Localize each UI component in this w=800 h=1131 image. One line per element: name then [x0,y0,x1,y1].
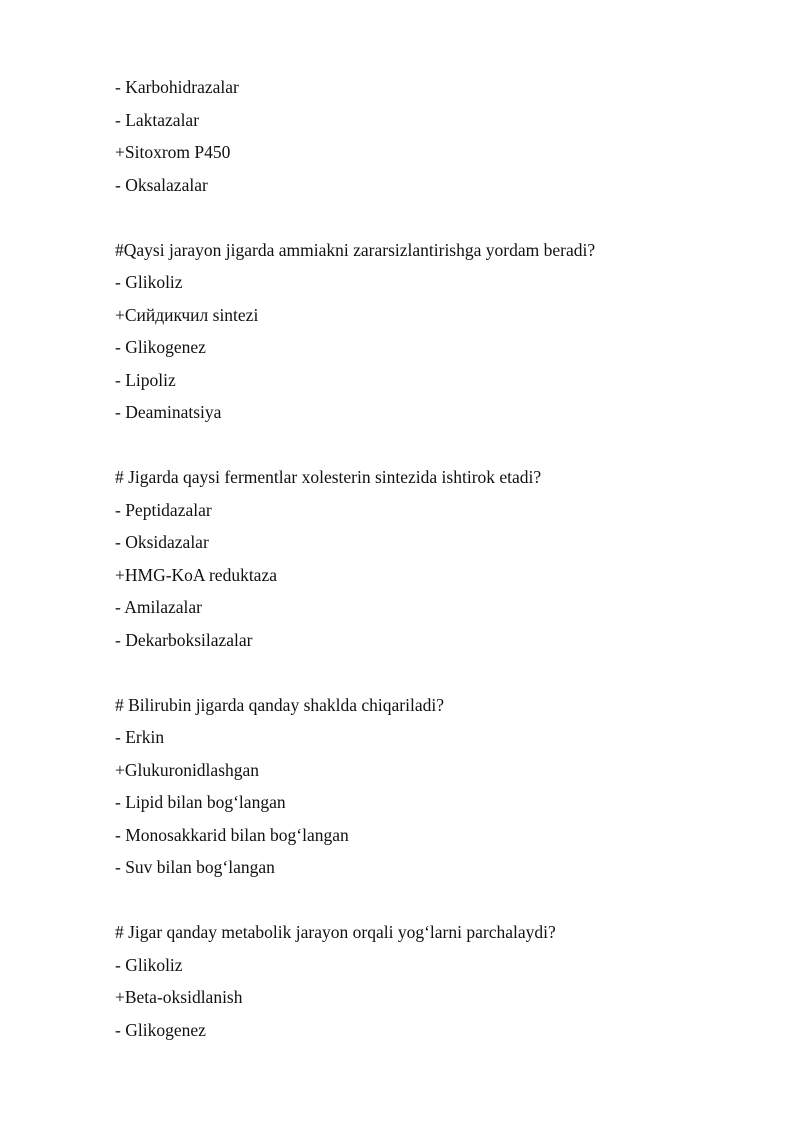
quiz-content [115,71,755,1046]
block-spacer [115,656,755,689]
block-spacer [115,429,755,462]
correct-answer-option: +Beta-oksidlanish [115,987,243,1007]
correct-answer-option: +Сийдикчил sintezi [115,304,259,325]
answer-option: - Dekarboksilazalar [115,629,253,650]
block-spacer [115,201,755,234]
answer-option: - Erkin [115,727,165,747]
question-text: # Jigarda qaysi fermentlar xolesterin sintezida ishtirok etadi? [115,467,542,487]
correct-answer-option: +Glukuronidlashgan [115,759,260,780]
answer-option: - Amilazalar [115,597,202,617]
answer-option: - Oksalazalar [115,174,208,195]
correct-answer-option: +Sitoxrom P450 [115,142,231,162]
question-text: # Jigar qanday metabolik jarayon orqali yog‘larni parchalaydi? [115,922,556,942]
answer-option: - Peptidazalar [115,499,212,520]
question-text: #Qaysi jarayon jigarda ammiakni zararsizlantirishga yordam beradi? [115,239,596,260]
answer-option: - Glikoliz [115,272,183,292]
correct-answer-option: +HMG-KoA reduktaza [115,564,277,585]
answer-option: - Laktazalar [115,109,200,130]
answer-option: - Lipoliz [115,369,176,390]
answer-option: - Glikogenez [115,337,206,357]
answer-option: - Monosakkarid bilan bog‘langan [115,824,349,845]
answer-option: - Oksidazalar [115,532,209,552]
answer-option: - Deaminatsiya [115,402,222,422]
answer-option: - Glikoliz [115,954,183,975]
answer-option: - Lipid bilan bog‘langan [115,792,286,812]
answer-option: - Karbohidrazalar [115,77,239,97]
answer-option: - Glikogenez [115,1019,206,1040]
block-spacer [115,884,755,917]
question-text: # Bilirubin jigarda qanday shaklda chiqariladi? [115,694,444,715]
answer-option: - Suv bilan bog‘langan [115,857,275,877]
